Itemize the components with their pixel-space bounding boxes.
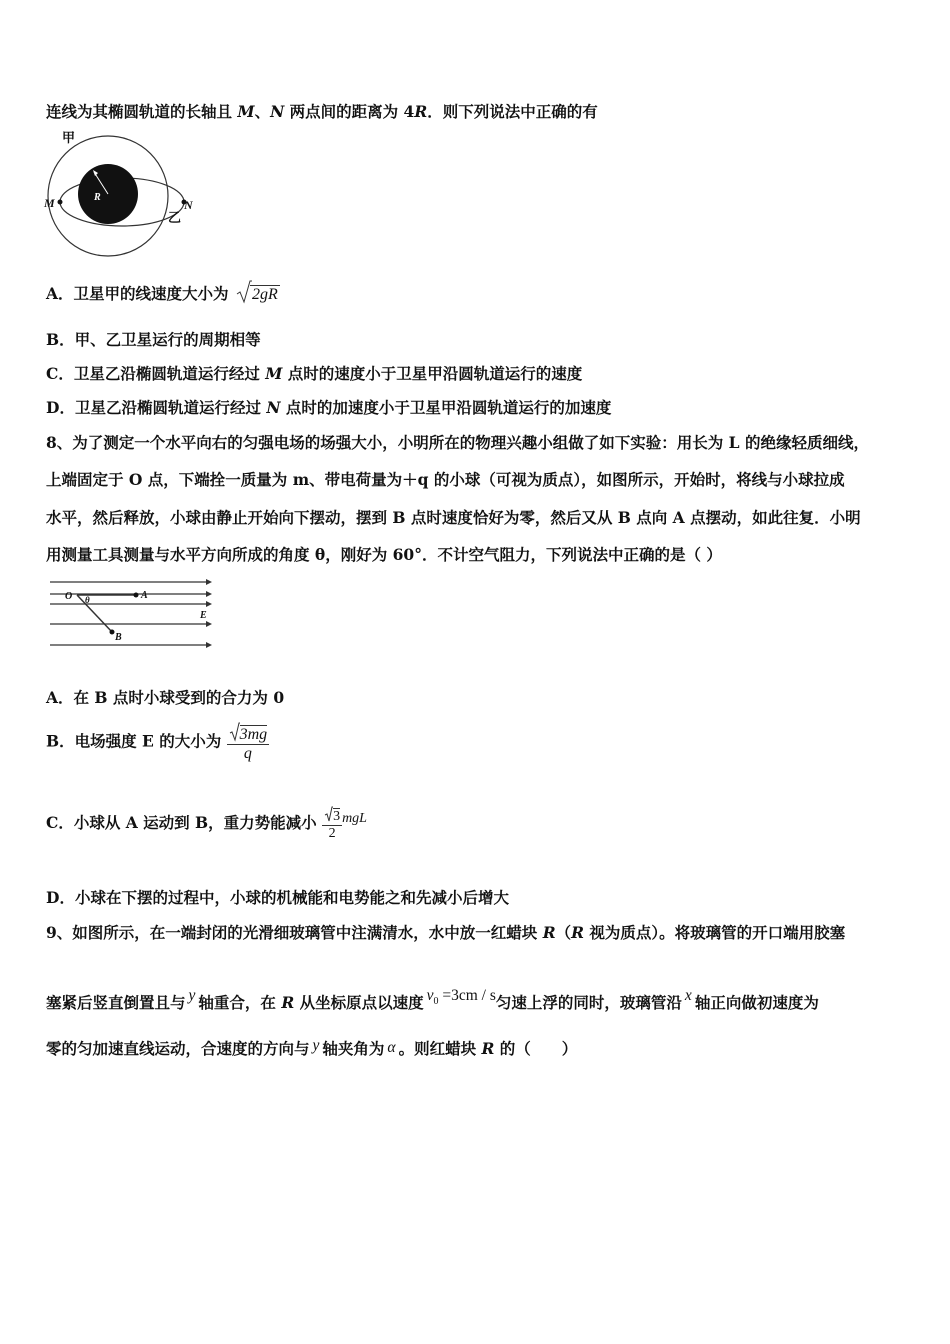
q8-line-2: 上端固定于 O 点，下端拴一质量为 m、带电荷量为＋q 的小球（可视为质点），如图所示，开始时，将线与小球拉成 xyxy=(46,470,845,489)
text: 轴重合，在 xyxy=(198,993,282,1012)
velocity-expression xyxy=(426,985,496,1008)
fraction-denominator: q xyxy=(227,744,270,763)
text: 轴正向做初速度为 xyxy=(694,993,819,1012)
text: （ xyxy=(555,923,572,942)
block-r: R xyxy=(571,923,584,942)
block-r: R xyxy=(542,923,556,942)
text: 的（ ） xyxy=(494,1039,578,1058)
fraction-numerator xyxy=(227,722,270,744)
arrow-head-4 xyxy=(206,621,212,627)
formula-2gr: 2gR xyxy=(251,286,278,303)
velocity-subscript: 0 xyxy=(433,996,439,1008)
text: 9、如图所示，在一端封闭的光滑细玻璃管中注满清水，水中放一红蜡块 xyxy=(46,923,543,942)
ball-a xyxy=(134,593,139,598)
pendulum-figure xyxy=(48,578,218,650)
text: 两点间的距离为 4 xyxy=(284,102,415,121)
q7-option-b: B．甲、乙卫星运行的周期相等 xyxy=(46,330,261,349)
text: 点时的加速度小于卫星甲沿圆轨道运行的加速度 xyxy=(280,398,612,417)
thread-ob xyxy=(77,595,112,632)
arrow-head-1 xyxy=(206,579,212,585)
text: 。则红蜡块 xyxy=(398,1039,482,1058)
arrow-head-5 xyxy=(206,642,212,648)
text: 匀速上浮的同时，玻璃管沿 xyxy=(495,993,682,1012)
option-text: A．卫星甲的线速度大小为 xyxy=(46,284,229,303)
q8-option-a: A．在 B 点时小球受到的合力为 0 xyxy=(46,688,285,707)
q8-option-b xyxy=(46,722,269,763)
orbit-figure xyxy=(40,128,200,260)
q7-option-d xyxy=(46,398,611,418)
sqrt-sign xyxy=(229,722,240,742)
label-n: N xyxy=(184,198,193,212)
formula-mgl: mgL xyxy=(342,811,367,826)
q9-line-3 xyxy=(46,1036,577,1059)
label-yi: 乙 xyxy=(168,210,182,225)
fraction-denominator: 2 xyxy=(322,825,342,842)
text: 、 xyxy=(254,102,271,121)
arrow-head-3 xyxy=(206,601,212,607)
q8-option-d: D．小球在下摆的过程中，小球的机械能和电势能之和先减小后增大 xyxy=(46,888,509,907)
point-n: N xyxy=(266,398,281,417)
axis-y: y xyxy=(188,987,196,1004)
text: C．卫星乙沿椭圆轨道运行经过 xyxy=(46,364,266,383)
velocity-value: =3cm / s xyxy=(438,987,496,1004)
point-m: M xyxy=(237,102,255,121)
q8-line-4: 用测量工具测量与水平方向所成的角度 θ，刚好为 60°．不计空气阻力，下列说法中正确的是（ ） xyxy=(46,545,722,564)
q7-option-a xyxy=(46,279,280,305)
q9-line-1 xyxy=(46,923,845,943)
axis-y: y xyxy=(312,1037,320,1054)
q8-option-c xyxy=(46,806,367,842)
option-text: B．电场强度 E 的大小为 xyxy=(46,731,222,751)
q7-intro xyxy=(46,102,598,122)
text: 轴夹角为 xyxy=(322,1039,385,1058)
q8-line-1: 8、为了测定一个水平向右的匀强电场的场强大小，小明所在的物理兴趣小组做了如下实验：用长为 L 的绝缘轻质细线， xyxy=(46,433,869,452)
block-r: R xyxy=(281,993,295,1012)
radius-r: R xyxy=(414,102,428,121)
point-m-dot xyxy=(58,200,63,205)
velocity-symbol: v xyxy=(426,987,434,1004)
angle-alpha: α xyxy=(387,1039,396,1056)
text: 视为质点）。将玻璃管的开口端用胶塞 xyxy=(583,923,846,942)
fraction-numerator xyxy=(322,806,342,825)
text: 从坐标原点以速度 xyxy=(294,993,424,1012)
text: 连线为其椭圆轨道的长轴且 xyxy=(46,102,238,121)
text: D．卫星乙沿椭圆轨道运行经过 xyxy=(46,398,267,417)
q7-option-c xyxy=(46,364,582,384)
text: ．则下列说法中正确的有 xyxy=(427,102,598,121)
numerator-text: 3 xyxy=(333,809,341,824)
fraction-half-sqrt3 xyxy=(322,806,342,842)
option-text: C．小球从 A 运动到 B，重力势能减小 xyxy=(46,813,317,832)
label-jia: 甲 xyxy=(62,130,76,145)
label-b: B xyxy=(115,632,122,643)
q9-line-2 xyxy=(46,985,819,1013)
q8-line-3: 水平，然后释放，小球由静止开始向下摆动，摆到 B 点时速度恰好为零，然后又从 B 点向 A 点摆动，如此往复．小明 xyxy=(46,508,861,527)
block-r: R xyxy=(481,1039,495,1058)
text: 零的匀加速直线运动，合速度的方向与 xyxy=(46,1039,310,1058)
text: 塞紧后竖直倒置且与 xyxy=(46,993,186,1012)
label-e: E xyxy=(200,610,207,621)
point-m: M xyxy=(265,364,283,383)
label-m: M xyxy=(44,196,55,210)
point-n: N xyxy=(270,102,285,121)
fraction-e xyxy=(227,722,270,763)
label-o: O xyxy=(65,591,73,602)
text: 点时的速度小于卫星甲沿圆轨道运行的速度 xyxy=(282,364,583,383)
ball-b xyxy=(110,630,115,635)
label-theta: θ xyxy=(85,595,90,605)
sqrt-sign xyxy=(324,806,333,823)
label-r: R xyxy=(94,192,101,203)
label-a: A xyxy=(141,590,148,601)
numerator-text: 3mg xyxy=(239,726,268,743)
arrow-head-2 xyxy=(206,591,212,597)
axis-x: x xyxy=(684,987,692,1004)
